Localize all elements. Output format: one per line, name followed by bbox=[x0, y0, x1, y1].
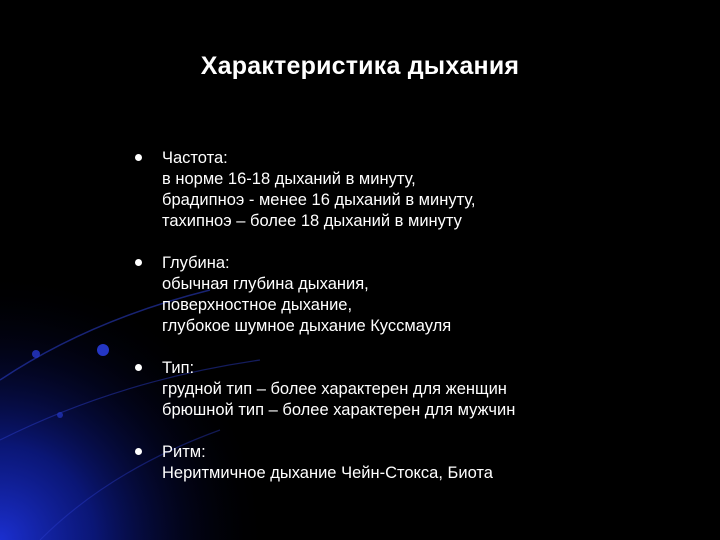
disc-bullet-icon bbox=[135, 259, 142, 266]
disc-bullet-icon bbox=[135, 364, 142, 371]
item-heading: Частота: bbox=[162, 149, 228, 167]
disc-bullet-icon bbox=[135, 154, 142, 161]
item-line: тахипноэ – более 18 дыханий в минуту bbox=[162, 212, 462, 230]
item-line: грудной тип – более характерен для женщин bbox=[162, 380, 507, 398]
item-line: в норме 16-18 дыханий в минуту, bbox=[162, 170, 416, 188]
list-item bbox=[132, 148, 692, 232]
list-item bbox=[132, 442, 692, 484]
item-line: брюшной тип – более характерен для мужчин bbox=[162, 401, 516, 419]
list-item bbox=[132, 358, 692, 421]
bullet-list bbox=[132, 148, 692, 484]
item-heading: Ритм: bbox=[162, 443, 206, 461]
item-line: брадипноэ - менее 16 дыханий в минуту, bbox=[162, 191, 476, 209]
item-line: поверхностное дыхание, bbox=[162, 296, 353, 314]
disc-bullet-icon bbox=[135, 448, 142, 455]
item-line: глубокое шумное дыхание Куссмауля bbox=[162, 317, 452, 335]
item-heading: Глубина: bbox=[162, 254, 230, 272]
item-line: обычная глубина дыхания, bbox=[162, 275, 369, 293]
item-line: Неритмичное дыхание Чейн-Стокса, Биота bbox=[162, 464, 493, 482]
list-item bbox=[132, 253, 692, 337]
item-heading: Тип: bbox=[162, 359, 195, 377]
slide-title: Характеристика дыхания bbox=[200, 52, 520, 80]
